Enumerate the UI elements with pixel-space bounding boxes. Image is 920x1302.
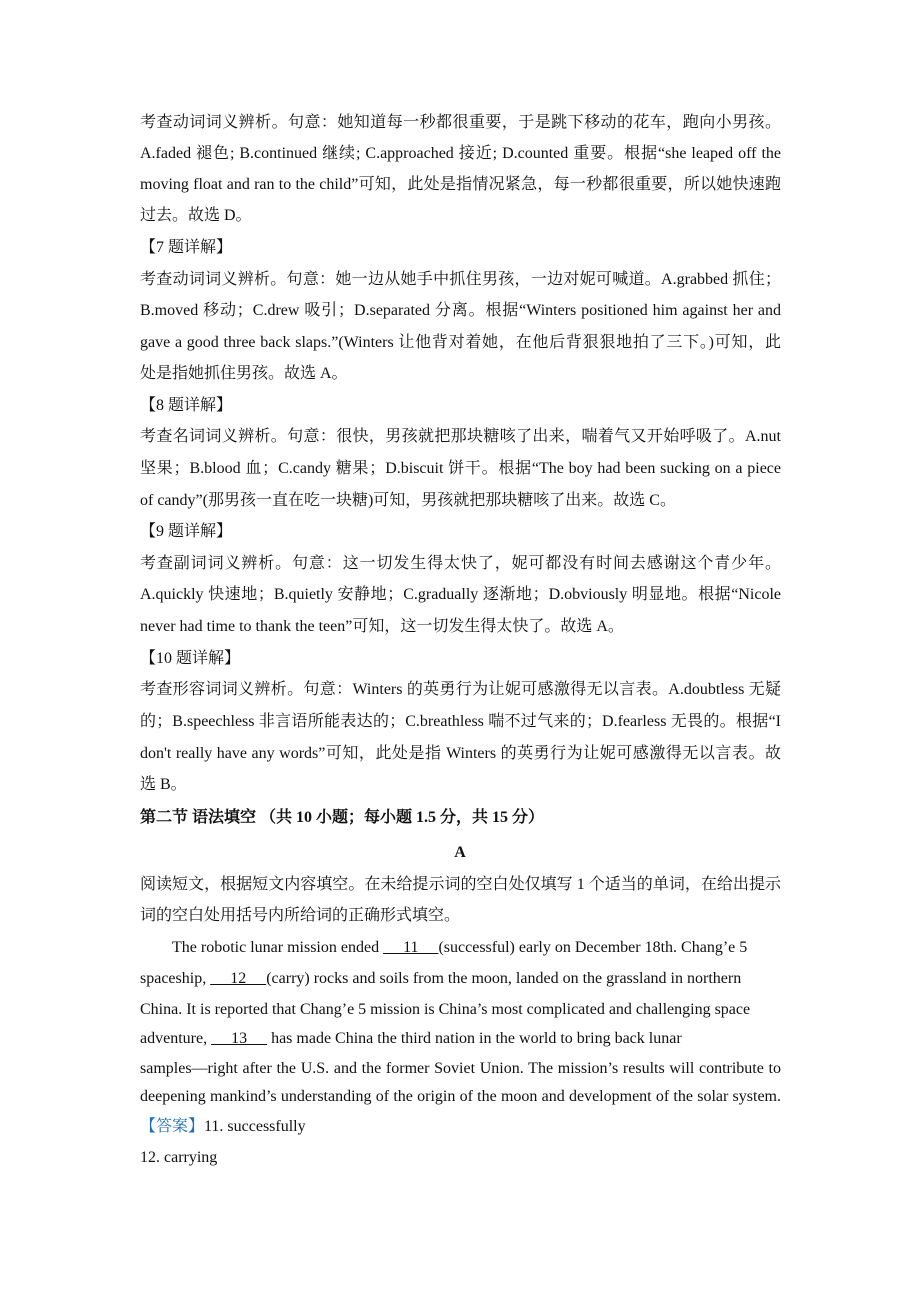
q6-line: A.faded 褪色; B.continued 继续; C.approached 接近; D.counted 重要。根据“she leaped off the: [140, 145, 781, 162]
q8-line: 坚果；B.blood 血；C.candy 糖果；D.biscuit 饼干。根据“The boy had been sucking on a piece: [140, 460, 781, 477]
answer-item: 12. carrying: [140, 1149, 218, 1166]
q9-heading: 【9 题详解】: [140, 523, 233, 540]
q9-line: 考查副词词义辨析。句意：这一切发生得太快了，妮可都没有时间去感谢这个青少年。: [140, 555, 781, 572]
q8-heading: 【8 题详解】: [140, 397, 233, 414]
passage-line: China. It is reported that Chang’e 5 mission is China’s most complicated and challenging space: [140, 1001, 751, 1018]
q7-line: B.moved 移动；C.drew 吸引；D.separated 分离。根据“Winters positioned him against her and: [140, 302, 781, 319]
q6-line: 考查动词词义辨析。句意：她知道每一秒都很重要，于是跳下移动的花车，跑向小男孩。: [140, 114, 781, 131]
answer-line: [140, 1116, 781, 1138]
passage-text: has made China the third nation in the world to bring back lunar: [267, 1030, 682, 1047]
instructions-line: 词的空白处用括号内所给词的正确形式填空。: [140, 907, 461, 924]
q10-line: 选 B。: [140, 776, 187, 793]
part-heading: A: [454, 844, 466, 861]
passage-line: [172, 937, 781, 959]
passage-text: spaceship,: [140, 970, 211, 987]
passage-line: samples—right after the U.S. and the former Soviet Union. The mission’s results will contribute to: [140, 1060, 781, 1077]
q10-line: 考查形容词词义辨析。句意：Winters 的英勇行为让妮可感激得无以言表。A.doubtless 无疑: [140, 681, 781, 698]
q6-line: moving float and ran to the child”可知，此处是指情况紧急，每一秒都很重要，所以她快速跑: [140, 176, 781, 193]
blank-12: 12: [210, 970, 267, 987]
q7-line: 考查动词词义辨析。句意：她一边从她手中抓住男孩，一边对妮可喊道。A.grabbed 抓住；: [140, 271, 781, 288]
q6-line: 过去。故选 D。: [140, 207, 252, 224]
q9-line: never had time to thank the teen”可知，这一切发生得太快了。故选 A。: [140, 618, 624, 635]
q8-line: of candy”(那男孩一直在吃一块糖)可知，男孩就把那块糖咳了出来。故选 C。: [140, 492, 676, 509]
q7-line: 处是指她抓住男孩。故选 A。: [140, 365, 348, 382]
passage-text: (carry) rocks and soils from the moon, landed on the grassland in northern: [266, 970, 742, 987]
q7-line: gave a good three back slaps.”(Winters 让他背对着她，在他后背狠狠地拍了三下。)可知，此: [140, 334, 781, 351]
section-title: 第二节 语法填空 （共 10 小题；每小题 1.5 分，共 15 分）: [140, 809, 545, 826]
q10-line: 的；B.speechless 非言语所能表达的；C.breathless 喘不过气来的；D.fearless 无畏的。根据“I: [140, 713, 781, 730]
passage-line: [140, 1028, 781, 1050]
q8-line: 考查名词词义辨析。句意：很快，男孩就把那块糖咳了出来，喘着气又开始呼吸了。A.nut: [140, 428, 781, 445]
passage-text: (successful) early on December 18th. Chang’e 5: [438, 939, 748, 956]
answer-label: 【答案】: [140, 1118, 205, 1135]
q9-line: A.quickly 快速地；B.quietly 安静地；C.gradually 逐渐地；D.obviously 明显地。根据“Nicole: [140, 586, 781, 603]
passage-line: deepening mankind’s understanding of the origin of the moon and development of the solar system.: [140, 1088, 781, 1105]
passage-line: [140, 968, 781, 990]
q10-line: don't really have any words”可知，此处是指 Winters 的英勇行为让妮可感激得无以言表。故: [140, 745, 781, 762]
q7-heading: 【7 题详解】: [140, 239, 233, 256]
instructions-line: 阅读短文，根据短文内容填空。在未给提示词的空白处仅填写 1 个适当的单词，在给出提示: [140, 876, 781, 893]
passage-text: The robotic lunar mission ended: [172, 939, 384, 956]
blank-11: 11: [383, 939, 439, 956]
q10-heading: 【10 题详解】: [140, 650, 241, 667]
blank-13: 13: [211, 1030, 268, 1047]
passage-text: adventure,: [140, 1030, 212, 1047]
answer-item: 11. successfully: [204, 1118, 306, 1135]
